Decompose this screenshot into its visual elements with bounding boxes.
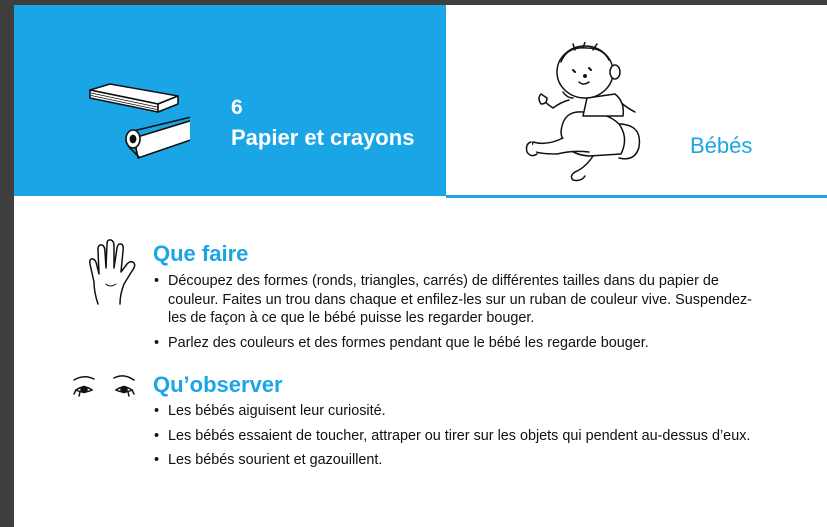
what-to-observe-heading: Qu’observer: [153, 372, 283, 397]
eyes-icon: [70, 372, 142, 402]
activity-number: 6: [231, 96, 243, 119]
list-item: • Les bébés sourient et gazouillent.: [153, 451, 753, 470]
what-to-do-heading: Que faire: [153, 241, 249, 266]
baby-sitting-illustration: [523, 42, 647, 182]
what-to-do-list: [153, 272, 753, 352]
hand-icon: [86, 238, 138, 306]
list-item: • Les bébés aiguisent leur curiosité.: [153, 402, 753, 421]
page-gutter: [0, 0, 14, 527]
list-item: • Les bébés essaient de toucher, attraper ou tirer sur les objets qui pendent au-dessus d’eux.: [153, 427, 753, 446]
list-item: • Découpez des formes (ronds, triangles, carrés) de différentes tailles dans du papier de couleur. Faites un trou dans chaque et enfilez-les sur un ruban de couleur vive. Suspendez-les de façon à ce que le bébé puisse les regarder bouger.: [153, 272, 753, 328]
header-divider: [446, 195, 827, 198]
header-activity-panel: [14, 5, 446, 196]
activity-title: Papier et crayons: [231, 125, 415, 150]
paper-stack-and-roll-icon: [86, 76, 190, 166]
age-group-label: Bébés: [690, 133, 753, 158]
what-to-observe-list: [153, 402, 753, 470]
list-item: • Parlez des couleurs et des formes pendant que le bébé les regarde bouger.: [153, 334, 753, 353]
